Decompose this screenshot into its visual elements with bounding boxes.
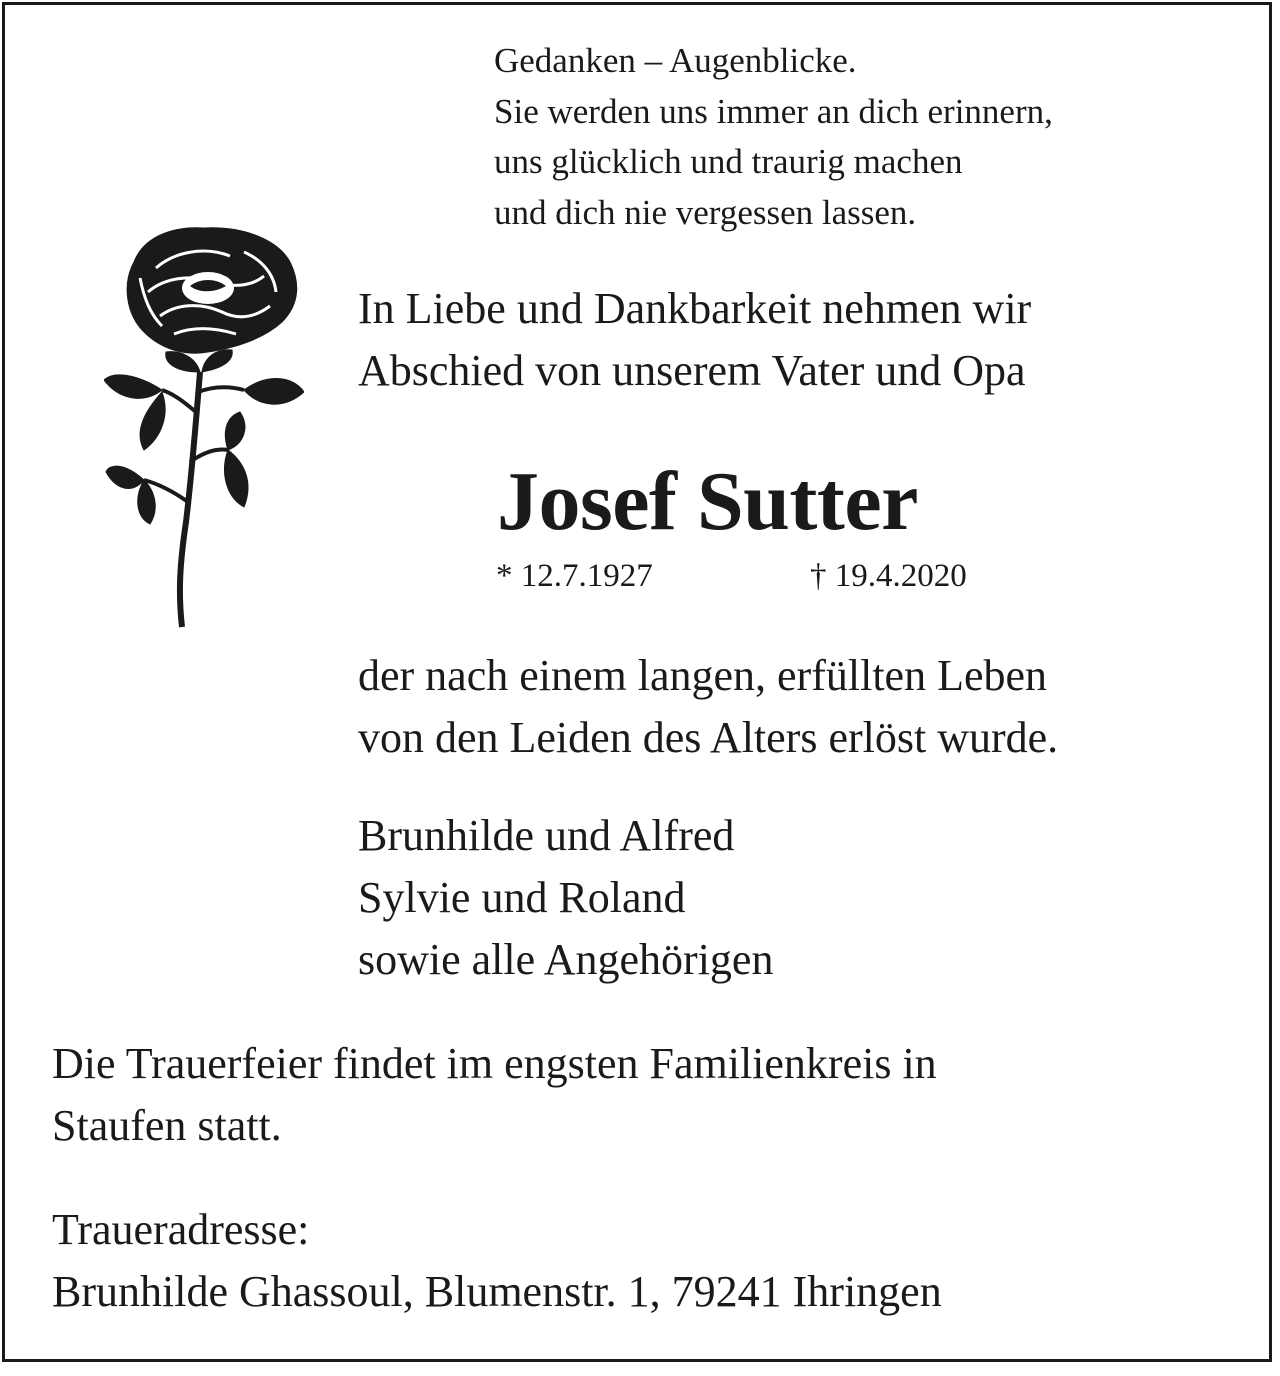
death-date: † 19.4.2020 [810,558,967,594]
mourning-address [52,1199,942,1323]
deceased-name: Josef Sutter [497,455,918,548]
funeral-notice [52,1033,937,1157]
obituary-body [358,645,1058,769]
mourner-line: Brunhilde und Alfred [358,811,735,860]
mourner-line: sowie alle Angehörigen [358,935,774,984]
poem-line: Sie werden uns immer an dich erinnern, [494,91,1053,131]
funeral-line: Die Trauerfeier findet im engsten Familienkreis in [52,1039,937,1088]
mourners-list [358,805,773,991]
poem-line: Gedanken – Augenblicke. [494,41,857,80]
poem-line: und dich nie vergessen lassen. [494,192,917,232]
mourner-line: Sylvie und Roland [358,873,686,922]
intro-line: Abschied von unserem Vater und Opa [358,346,1026,395]
body-line: der nach einem langen, erfüllten Leben [358,651,1048,700]
birth-date: * 12.7.1927 [496,558,653,594]
intro-line: In Liebe und Dankbarkeit nehmen wir [358,284,1032,333]
poem-line: uns glücklich und traurig machen [494,142,963,181]
address-label: Traueradresse: [52,1205,310,1254]
address-value: Brunhilde Ghassoul, Blumenstr. 1, 79241 Ihringen [52,1267,942,1316]
poem [494,36,1053,238]
body-line: von den Leiden des Alters erlöst wurde. [358,713,1059,762]
intro-text [358,278,1031,402]
rose-icon [104,222,304,632]
funeral-line: Staufen statt. [52,1101,282,1150]
